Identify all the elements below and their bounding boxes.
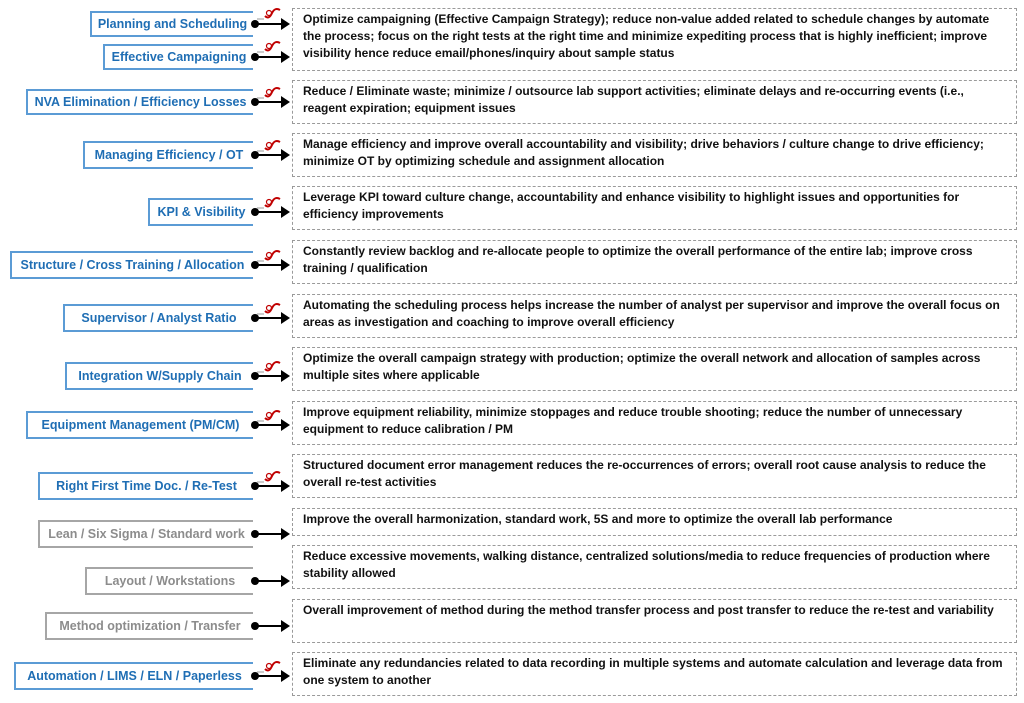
description-box: Automating the scheduling process helps increase the number of analyst per supervisor and improve the overall focus on areas as investigation and coaching to improve overall efficiency	[292, 294, 1017, 338]
connector-arrow	[255, 101, 282, 103]
checkmark-icon	[256, 86, 282, 100]
connector-arrow	[255, 317, 282, 319]
connector-arrow	[255, 675, 282, 677]
description-box: Optimize campaigning (Effective Campaign Strategy); reduce non-value added related to schedule changes by automate the process; focus on the right tests at the right time and minimize expediting process that is highly inefficient; improve visibility hence reduce email/phones/inquiry about sample status	[292, 8, 1017, 71]
checkmark-icon	[256, 196, 282, 210]
checkmark-icon	[256, 360, 282, 374]
label-effective-campaigning: Effective Campaigning	[103, 44, 253, 70]
description-box: Improve equipment reliability, minimize stoppages and reduce trouble shooting; reduce the number of unnecessary equipment to reduce calibration / PM	[292, 401, 1017, 445]
label-structure-cross-training: Structure / Cross Training / Allocation	[10, 251, 253, 279]
description-box: Improve the overall harmonization, standard work, 5S and more to optimize the overall lab performance	[292, 508, 1017, 536]
connector-arrow	[255, 56, 282, 58]
label-automation-lims: Automation / LIMS / ELN / Paperless	[14, 662, 253, 690]
checkmark-icon	[256, 7, 282, 21]
label-kpi-visibility: KPI & Visibility	[148, 198, 253, 226]
description-box: Optimize the overall campaign strategy with production; optimize the overall network and allocation of samples across multiple sites where applicable	[292, 347, 1017, 391]
description-box: Manage efficiency and improve overall accountability and visibility; drive behaviors / culture change to drive efficiency; minimize OT by optimizing schedule and assignment allocation	[292, 133, 1017, 177]
label-integration-supply-chain: Integration W/Supply Chain	[65, 362, 253, 390]
label-lean-six-sigma: Lean / Six Sigma / Standard work	[38, 520, 253, 548]
connector-arrow	[255, 533, 282, 535]
description-box: Eliminate any redundancies related to data recording in multiple systems and automate calculation and leverage data from one system to another	[292, 652, 1017, 696]
description-box: Overall improvement of method during the method transfer process and post transfer to reduce the re-test and variability	[292, 599, 1017, 643]
description-box: Leverage KPI toward culture change, accountability and enhance visibility to highlight issues and opportunities for efficiency improvements	[292, 186, 1017, 230]
checkmark-icon	[256, 409, 282, 423]
checkmark-icon	[256, 660, 282, 674]
description-box: Reduce / Eliminate waste; minimize / outsource lab support activities; eliminate delays and re-occurring events (i.e., reagent expiration; equipment issues	[292, 80, 1017, 124]
checkmark-icon	[256, 249, 282, 263]
checkmark-icon	[256, 470, 282, 484]
checkmark-icon	[256, 139, 282, 153]
connector-arrow	[255, 424, 282, 426]
connector-arrow	[255, 375, 282, 377]
checkmark-icon	[256, 302, 282, 316]
connector-arrow	[255, 485, 282, 487]
description-box: Constantly review backlog and re-allocate people to optimize the overall performance of the entire lab; improve cross training / qualification	[292, 240, 1017, 284]
label-supervisor-analyst-ratio: Supervisor / Analyst Ratio	[63, 304, 253, 332]
connector-arrow	[255, 154, 282, 156]
connector-arrow	[255, 23, 282, 25]
label-managing-efficiency: Managing Efficiency / OT	[83, 141, 253, 169]
label-equipment-management: Equipment Management (PM/CM)	[26, 411, 253, 439]
connector-arrow	[255, 264, 282, 266]
label-layout-workstations: Layout / Workstations	[85, 567, 253, 595]
checkmark-icon	[256, 40, 282, 54]
label-method-optimization: Method optimization / Transfer	[45, 612, 253, 640]
connector-arrow	[255, 625, 282, 627]
connector-arrow	[255, 211, 282, 213]
label-nva-elimination: NVA Elimination / Efficiency Losses	[26, 89, 253, 115]
connector-arrow	[255, 580, 282, 582]
description-box: Structured document error management reduces the re-occurrences of errors; overall root cause analysis to reduce the overall re-test activities	[292, 454, 1017, 498]
description-box: Reduce excessive movements, walking distance, centralized solutions/media to reduce frequencies of production where stability allowed	[292, 545, 1017, 589]
label-right-first-time: Right First Time Doc. / Re-Test	[38, 472, 253, 500]
label-planning-and-scheduling: Planning and Scheduling	[90, 11, 253, 37]
